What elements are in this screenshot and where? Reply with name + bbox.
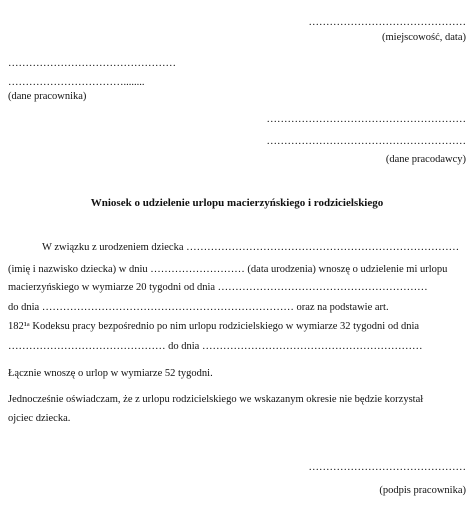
- employer-dots-1: …………………………………………………: [266, 114, 466, 125]
- body-line-2: (imię i nazwisko dziecka) w dniu ……………………… (data urodzenia) wnoszę o udzielenie mi urlopu: [8, 264, 448, 275]
- place-date-label: (miejscowość, data): [382, 32, 466, 43]
- body-line-5: 182¹ᵃ Kodeksu pracy bezpośrednio po nim urlopu rodzicielskiego w wymiarze 32 tygodni od dnia: [8, 321, 420, 332]
- employee-label: (dane pracownika): [8, 91, 87, 102]
- document-title: Wniosek o udzielenie urlopu macierzyńskiego i rodzicielskiego: [90, 197, 384, 209]
- declaration-line-2: ojciec dziecka.: [8, 413, 71, 424]
- body-line-6: ……………………………………… do dnia ………………………………………………………: [8, 341, 423, 352]
- employer-dots-2: …………………………………………………: [266, 136, 466, 147]
- body-line-4: do dnia ……………………………………………………………… oraz na podstawie art.: [8, 302, 389, 313]
- body-line-1: W związku z urodzeniem dziecka ……………………………………………………………………: [42, 242, 460, 253]
- signature-label: (podpis pracownika): [379, 485, 466, 496]
- signature-dots: ………………………………………: [308, 462, 466, 473]
- total-leave-statement: Łącznie wnoszę o urlop w wymiarze 52 tygodni.: [8, 368, 213, 379]
- employee-dots-2: ……………………………........: [8, 77, 145, 88]
- employee-dots-1: …………………………………………: [8, 58, 176, 69]
- employer-label: (dane pracodawcy): [385, 154, 466, 165]
- declaration-line-1: Jednocześnie oświadczam, że z urlopu rodzicielskiego we wskazanym okresie nie będzie korzystał: [8, 394, 424, 405]
- place-date-dots: ………………………………………: [308, 17, 466, 28]
- body-line-3: macierzyńskiego w wymiarze 20 tygodni od dnia ……………………………………………………: [8, 282, 428, 293]
